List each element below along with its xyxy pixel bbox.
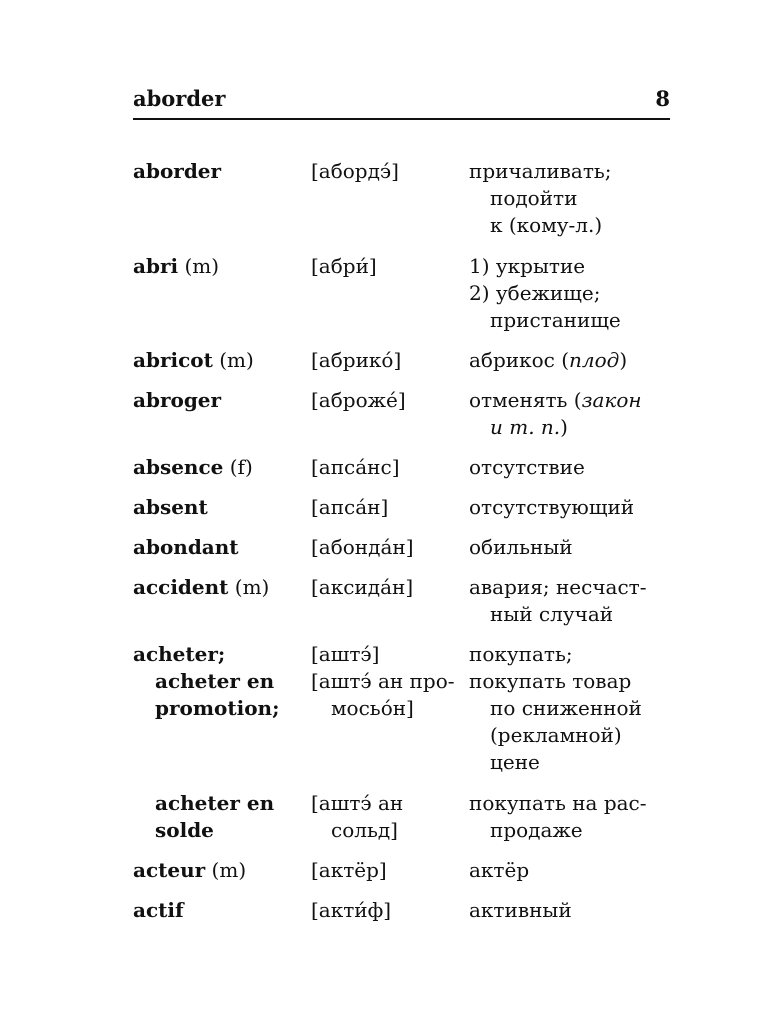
definition-text: ): [560, 415, 568, 439]
pronunciation: [аштэ́]: [311, 642, 380, 666]
definition-line: [469, 414, 670, 441]
definition-line: отсутствие: [469, 455, 585, 479]
gender-marker: (m): [184, 254, 220, 278]
entry-abri: [133, 253, 670, 334]
pronunciation-line: мосьо́н]: [331, 696, 414, 720]
subentry-acheter-en-promotion: [133, 668, 670, 776]
definition-line: подойти: [490, 186, 578, 210]
running-head: aborder: [133, 86, 226, 111]
definition-line: по сниженной: [490, 696, 642, 720]
definition-line: 2) убежище;: [469, 281, 601, 305]
definition-line: обильный: [469, 535, 573, 559]
definition-note: и т. п.: [490, 415, 561, 439]
pronunciation-line: [аштэ́ ан про-: [311, 669, 455, 693]
subentry-acheter-en-solde: [133, 790, 670, 844]
entry-list: [133, 158, 670, 924]
definition-line: пристанище: [490, 308, 621, 332]
entry-accident: [133, 574, 670, 628]
page-header: [133, 86, 670, 116]
headword: acheter;: [133, 642, 226, 666]
definition-line: активный: [469, 898, 572, 922]
definition-text: ): [619, 348, 628, 372]
pronunciation: [аксида́н]: [311, 575, 414, 599]
headword: abri: [133, 254, 179, 278]
pronunciation: [апса́нс]: [311, 455, 400, 479]
pronunciation: [апса́н]: [311, 495, 389, 519]
pronunciation-line: сольд]: [331, 818, 398, 842]
entry-acteur: [133, 857, 670, 884]
headword: abondant: [133, 535, 239, 559]
entry-absent: [133, 494, 670, 521]
definition-line: покупать на рас-: [469, 791, 647, 815]
pronunciation: [абрико́]: [311, 348, 402, 372]
pronunciation: [актёр]: [311, 858, 387, 882]
entry-acheter: [133, 641, 670, 668]
page-number: 8: [655, 86, 670, 111]
definition-line: авария; несчаст-: [469, 575, 647, 599]
pronunciation: [аброже́]: [311, 388, 406, 412]
headword: accident: [133, 575, 229, 599]
definition-note: плод: [569, 348, 620, 372]
definition-line: покупать;: [469, 642, 573, 666]
definition-text: абрикос (: [469, 348, 569, 372]
gender-marker: (m): [219, 348, 254, 372]
pronunciation-line: [аштэ́ ан: [311, 791, 404, 815]
definition-line: покупать товар: [469, 669, 632, 693]
definition-line: [469, 347, 670, 374]
definition-line: цене: [490, 750, 540, 774]
header-rule: [133, 118, 670, 120]
headword: acteur: [133, 858, 206, 882]
gender-marker: (f): [229, 455, 253, 479]
subheadword-line: promotion;: [155, 696, 280, 720]
definition-line: ный случай: [490, 602, 614, 626]
entry-abricot: [133, 347, 670, 374]
definition-line: причаливать;: [469, 159, 612, 183]
definition-text: отменять (: [469, 388, 582, 412]
pronunciation: [абордэ́]: [311, 159, 399, 183]
gender-marker: (m): [211, 858, 247, 882]
headword: abroger: [133, 388, 222, 412]
subheadword-line: acheter en: [155, 791, 275, 815]
entry-aborder: [133, 158, 670, 239]
definition-line: продаже: [490, 818, 583, 842]
pronunciation: [абонда́н]: [311, 535, 414, 559]
headword: actif: [133, 898, 184, 922]
definition-line: отсутствующий: [469, 495, 635, 519]
headword: absence: [133, 455, 224, 479]
subheadword-line: solde: [155, 818, 214, 842]
entry-actif: [133, 897, 670, 924]
gender-marker: (m): [234, 575, 270, 599]
pronunciation: [абри́]: [311, 254, 377, 278]
definition-line: к (кому-л.): [490, 213, 603, 237]
entry-absence: [133, 454, 670, 481]
definition-note: закон: [581, 388, 642, 412]
subheadword-line: acheter en: [155, 669, 275, 693]
definition-line: 1) укрытие: [469, 254, 586, 278]
entry-abroger: [133, 387, 670, 441]
headword: abricot: [133, 348, 213, 372]
entry-abondant: [133, 534, 670, 561]
headword: aborder: [133, 159, 222, 183]
definition-line: (рекламной): [490, 723, 622, 747]
definition-line: [469, 387, 670, 414]
headword: absent: [133, 495, 208, 519]
pronunciation: [акти́ф]: [311, 898, 392, 922]
definition-line: актёр: [469, 858, 530, 882]
